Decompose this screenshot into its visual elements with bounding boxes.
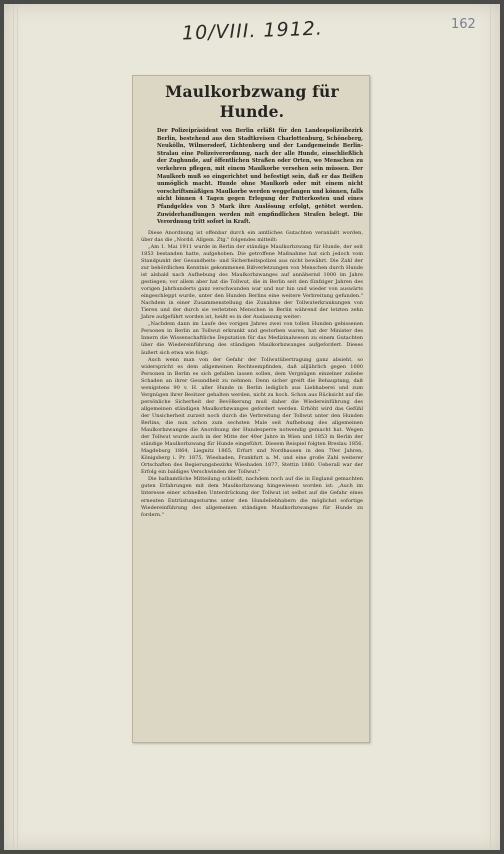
margin-line: [490, 4, 491, 850]
margin-line: [13, 4, 14, 850]
body-paragraph: Auch wenn man von der Gefahr der Tollwutübertragung ganz absieht, so widerspricht es dem allgemeinen Rechtsempfinden, daß alljährlich gegen 1000 Personen in Berlin es sich gefallen lassen sollen, dem Vergnügen einzelner zuliebe Schaden an ihrer Gesundheit zu nehmen. Denn sicher greift die Behauptung, daß wenigstens 90 v. H. aller Hunde in Berlin lediglich aus Liebhaberei und zum Vergnügen ihrer Besitzer gehalten werden, nicht zu hoch. Schon aus Rücksicht auf die persönliche Sicherheit der Bevölkerung muß daher die Wiedereinführung des allgemeinen ständigen Maulkorbzwanges gefordert werden. Erhöht wird das Gefühl der Unsicherheit zurzeit noch durch die Verbreitung der Tollwut unter den Hunden Berlins, die nun schon zum sechsten Male seit Aufhebung des allgemeinen Maulkorbzwanges die Anordnung der Hundesperre notwendig gemacht hat. Wegen der Tollwut wurde auch in der Mitte der 40er Jahre in Wien und 1853 in Berlin der ständige Maulkorbzwang für Hunde eingeführt. Diesem Beispiel folgten Breslau 1856, Magdeburg 1864, Liegnitz 1865, Erfurt und Nordhausen in den 70er Jahren, Königsberg i. Pr. 1875, Wiesbaden, Frankfurt a. M. und eine große Zahl weiterer Ortschaften des Regierungsbezirks Wiesbaden 1877, Stettin 1880. Ueberall war der Erfolg ein baldiges Verschwinden der Tollwut.": [141, 356, 363, 476]
body-paragraph: „Am 1. Mai 1911 wurde in Berlin der ständige Maulkorbzwang für Hunde, der seit 1853 bestanden hatte, aufgehoben. Die getroffene Maßnahme hat sich jedoch vom Standpunkt der Gesundheits- und Sicherheitspolizei aus nicht bewährt. Die Zahl der zur behördlichen Kenntnis gekommenen Bißverletzungen von Menschen durch Hunde ist alsbald nach Aufhebung des Maulkorbzwanges auf annähernd 1000 im Jahre gestiegen; vor allem aber hat die Tollwut, die in Berlin seit den fünfziger Jahren des vorigen Jahrhunderts ganz verschwunden war und nur hin und wieder von auswärts eingeschleppt wurde, unter den Hunden Berlins eine weitere Verbreitung gefunden." Nachdem in einer Zusammenstellung die Zunahme der Tollwuterkrankungen von Tieren und der durch sie verletzten Menschen in Berlin während der letzten zehn Jahre aufgeführt worden ist, heißt es in der Auslassung weiter:: [141, 243, 363, 321]
body-paragraph: Die halbamtliche Mitteilung schließt, nachdem noch auf die in England gemachten guten Erfahrungen mit dem Maulkorbzwang hingewiesen worden ist: „Auch im Interesse einer schnellen Unterdrückung der Tollwut ist selbst auf die Gefahr eines erneuten Entrüstungssturms unter den Hundeliebhabern die möglichst sofortige Wiedereinführung des allgemeinen ständigen Maulkorbzwanges für Hunde zu fordern.": [141, 476, 363, 518]
body-paragraph: Diese Anordnung ist offenbar durch ein amtliches Gutachten veranlaßt worden, über das die „Nordd. Allgem. Ztg." folgendes mitteilt:: [141, 229, 363, 243]
newspaper-clipping: [132, 75, 370, 743]
lead-paragraph: Der Polizeipräsident von Berlin erläßt für den Landespolizeibezirk Berlin, bestehend aus den Stadtkreisen Charlottenburg, Schöneberg, Neukölln, Wilmersdorf, Lichtenberg und der Landgemeinde Berlin-Stralau eine Polizeiverordnung, nach der alle Hunde, einschließlich der Zughunde, auf öffentlichen Straßen oder Orten, wo Menschen zu verkehren pflegen, mit einem Maulkorbe versehen sein müssen. Der Maulkorb muß so eingerichtet und befestigt sein, daß er das Beißen unmöglich macht. Hunde ohne Maulkorb oder mit einem nicht vorschriftsmäßigen Maulkorbe werden weggefangen und können, falls nicht binnen 4 Tagen gegen Erlegung der Futterkosten und eines Pfandgeldes von 5 Mark ihre Auslösung erfolgt, getötet werden. Zuwiderhandlungen werden mit empfindlichen Strafen belegt. Die Verordnung tritt sofort in Kraft.: [157, 128, 363, 226]
archive-sheet: [4, 4, 500, 850]
handwritten-date: 10/VIII. 1912.: [181, 17, 324, 45]
folio-number: 162: [451, 17, 476, 32]
body-paragraph: „Nachdem dann im Laufe des vorigen Jahres zwei von tollen Hunden gebissenen Personen in Berlin an Tollwut erkrankt und gestorben waren, hat der Minister des Innern die Wissenschaftliche Deputation für das Medizinalwesen zu einem Gutachten über die Wiedereinführung des ständigen Maulkorbzwanges aufgefordert. Dieses äußert sich etwa wie folgt:: [141, 321, 363, 356]
margin-line: [17, 4, 18, 850]
clipping-headline: Maulkorbzwang für Hunde.: [165, 82, 339, 121]
